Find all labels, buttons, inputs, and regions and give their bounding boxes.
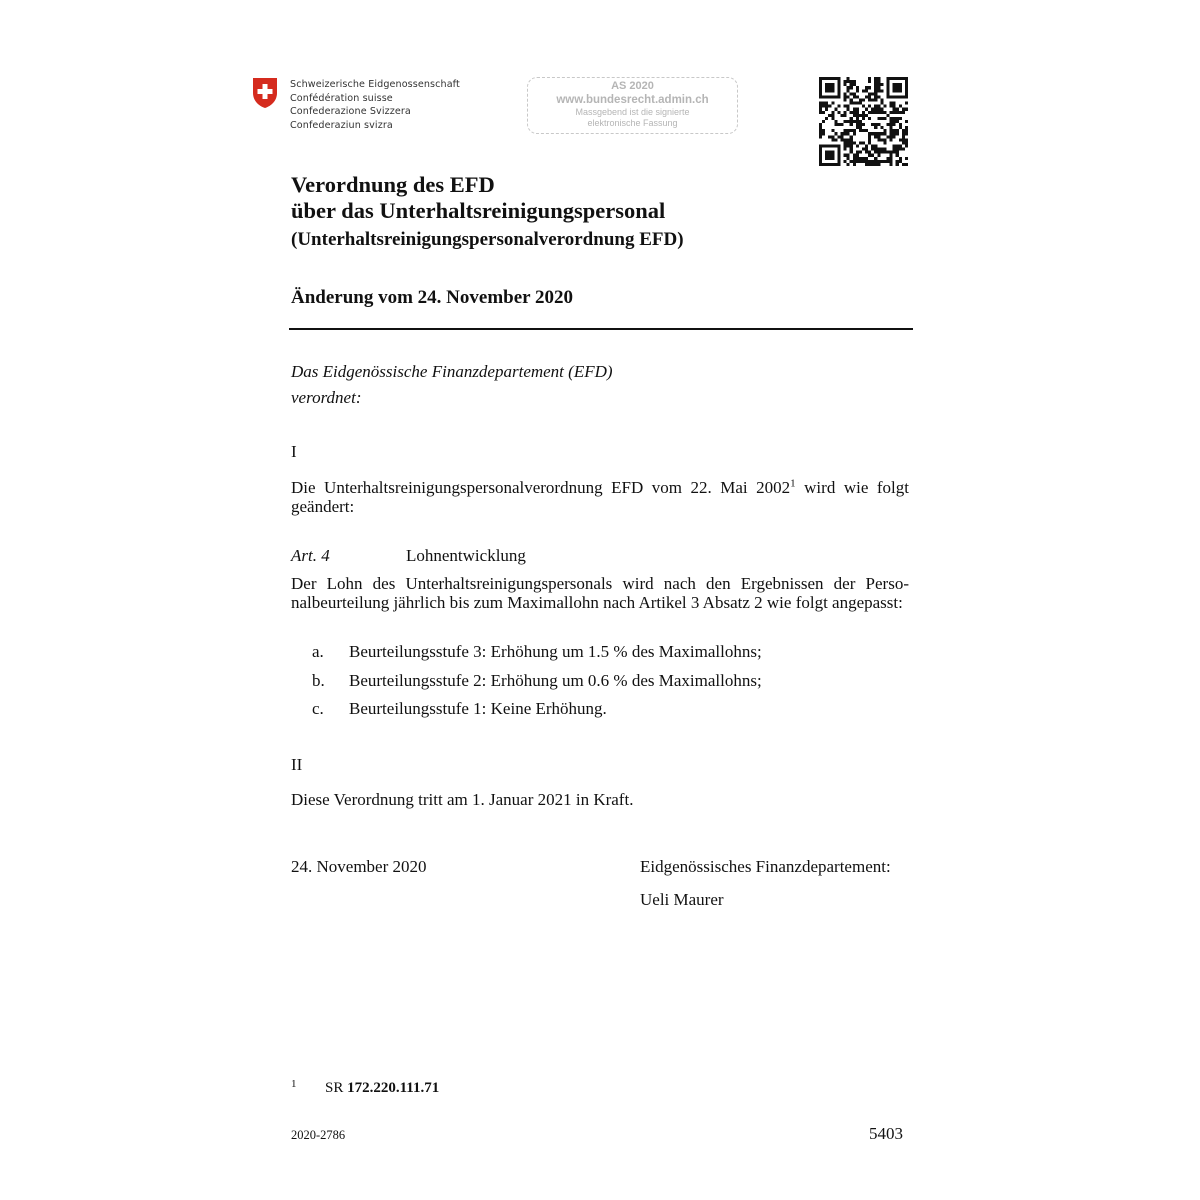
stamp-note-1: Massgebend ist die signierte [575, 107, 690, 117]
section-numeral-2: II [291, 755, 303, 774]
section-1-text-before: Die Unterhaltsreinigungspersonalverordnung EFD vom 22. Mai 2002 [291, 478, 791, 497]
federation-name-rm: Confederaziun svizra [290, 119, 393, 131]
article-heading: Lohnentwicklung [406, 546, 526, 565]
stamp-note-2: elektronische Fassung [587, 118, 678, 128]
list-item-label-c: c. [312, 699, 324, 718]
list-item-label-b: b. [312, 671, 325, 690]
federation-names [290, 78, 460, 132]
enacting-clause [291, 359, 613, 411]
footnote-reference-number: 172.220.111.71 [347, 1080, 440, 1096]
stamp-url: www.bundesrecht.admin.ch [556, 94, 709, 106]
signature-name: Ueli Maurer [640, 890, 724, 909]
federation-name-fr: Confédération suisse [290, 92, 393, 104]
footnote-text [325, 1080, 439, 1097]
article-body: Der Lohn des Unterhaltsreinigungspersonals wird nach den Ergebnissen der Personalbeurteilung jährlich bis zum Maximallohn nach Artikel 3 Absatz 2 wie folgt angepasst: [291, 574, 909, 612]
section-1-text-after: wird wie folgt geändert: [291, 478, 909, 516]
list-item-label-a: a. [312, 642, 324, 661]
signature-date: 24. November 2020 [291, 857, 427, 876]
article-number: Art. 4 [291, 546, 330, 565]
section-2-text: Diese Verordnung tritt am 1. Januar 2021 in Kraft. [291, 790, 634, 809]
federation-name-de: Schweizerische Eidgenossenschaft [290, 79, 460, 90]
section-numeral-1: I [291, 442, 297, 461]
page-title [291, 172, 665, 224]
title-line-1: Verordnung des EFD [291, 172, 495, 197]
signature-department: Eidgenössisches Finanzdepartement: [640, 857, 891, 876]
list-item-text-a: Beurteilungsstufe 3: Erhöhung um 1.5 % des Maximallohns; [349, 642, 762, 661]
list-item-text-c: Beurteilungsstufe 1: Keine Erhöhung. [349, 699, 607, 718]
federation-name-it: Confederazione Svizzera [290, 106, 411, 117]
stamp-collection: AS 2020 [611, 80, 654, 92]
footnote-prefix: SR [325, 1080, 348, 1096]
qr-code-icon [819, 77, 908, 166]
section-1-text [291, 478, 909, 516]
list-item-text-b: Beurteilungsstufe 2: Erhöhung um 0.6 % des Maximallohns; [349, 671, 762, 690]
title-divider [289, 328, 913, 330]
enacting-authority: Das Eidgenössische Finanzdepartement (EFD) [291, 362, 613, 381]
footnote-reference: 1 [790, 477, 796, 490]
title-line-2: über das Unterhaltsreinigungspersonal [291, 198, 666, 223]
amendment-date: Änderung vom 24. November 2020 [291, 287, 574, 308]
short-title: (Unterhaltsreinigungspersonalverordnung EFD) [291, 229, 684, 250]
swiss-coat-of-arms-icon [252, 77, 278, 109]
footnote-mark: 1 [291, 1078, 297, 1090]
document-id: 2020-2786 [291, 1128, 346, 1142]
page-number: 5403 [869, 1124, 903, 1143]
enacting-verb: verordnet: [291, 388, 362, 407]
official-publication-stamp [527, 77, 738, 134]
